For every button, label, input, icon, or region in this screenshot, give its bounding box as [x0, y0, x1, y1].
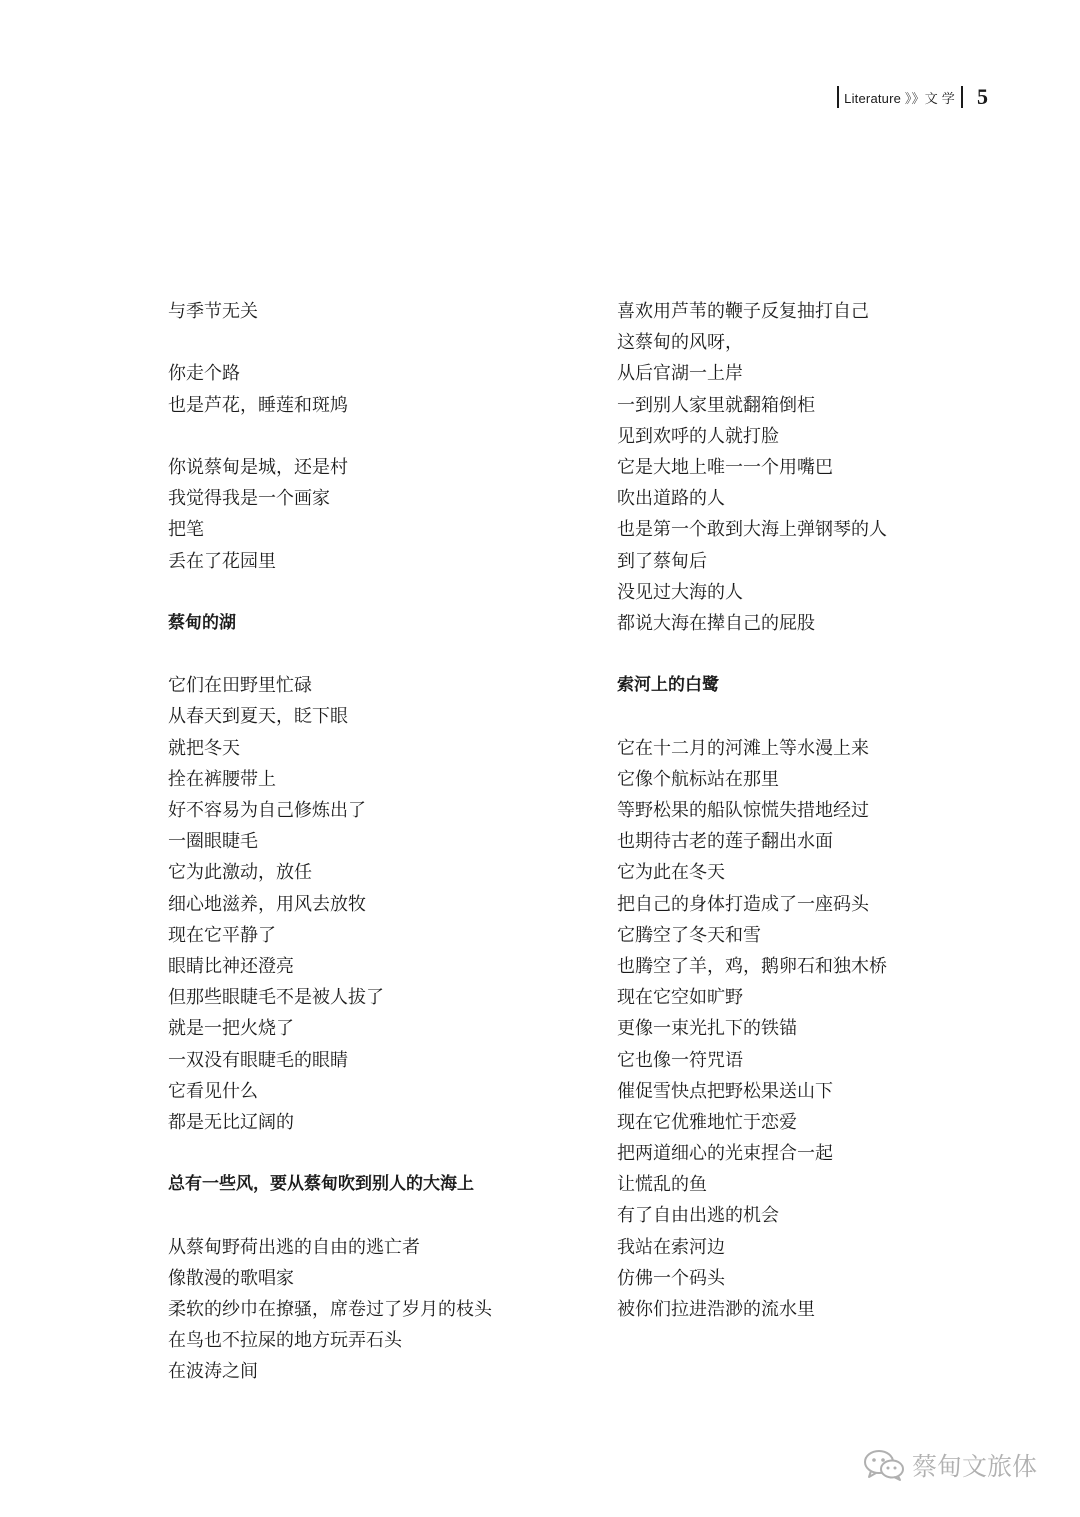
left-poem-line: 在鸟也不拉屎的地方玩弄石头 [168, 1330, 402, 1352]
left-poem-line: 都是无比辽阔的 [168, 1111, 294, 1133]
right-text-column [617, 296, 1037, 1325]
watermark-text: 蔡甸文旅体 [912, 1452, 1038, 1481]
right-poem-line: 现在它空如旷野 [617, 987, 743, 1009]
left-poem-line: 它为此激动，放任 [168, 862, 312, 884]
left-stanza-break [168, 327, 588, 358]
right-poem-line: 喜欢用芦苇的鞭子反复抽打自己 [617, 301, 869, 322]
right-stanza-break [617, 701, 1037, 732]
right-poem-line: 更像一束光扎下的铁锚 [617, 1018, 797, 1040]
right-poem-line: 一到别人家里就翻箱倒柜 [617, 394, 815, 416]
left-poem-line: 柔软的纱巾在撩骚，席卷过了岁月的枝头 [168, 1299, 492, 1320]
left-poem-line: 细心地滋养，用风去放牧 [168, 893, 366, 915]
right-poem-line: 它在十二月的河滩上等水漫上来 [617, 737, 869, 759]
left-stanza-break [168, 1138, 588, 1169]
left-poem-line: 眼睛比神还澄亮 [168, 955, 294, 977]
right-poem-line: 催促雪快点把野松果送山下 [617, 1080, 833, 1102]
left-text-column [168, 296, 588, 1388]
left-poem-line: 一圈眼睫毛 [168, 831, 258, 853]
left-poem-line: 好不容易为自己修炼出了 [168, 800, 366, 821]
left-poem-line: 与季节无关 [168, 301, 258, 322]
left-poem-line: 拴在裤腰带上 [168, 768, 276, 790]
right-poem-title: 索河上的白鹭 [617, 675, 719, 696]
left-poem-line: 你走个路 [168, 363, 240, 385]
left-poem-line: 从蔡甸野荷出逃的自由的逃亡者 [168, 1236, 420, 1258]
right-poem-line: 被你们拉进浩渺的流水里 [617, 1299, 815, 1320]
right-poem-line: 仿佛一个码头 [617, 1267, 725, 1289]
right-poem-line: 现在它优雅地忙于恋爱 [617, 1111, 797, 1133]
right-poem-line: 它腾空了冬天和雪 [617, 924, 761, 946]
right-stanza-break [617, 639, 1037, 670]
left-poem-line: 一双没有眼睫毛的眼睛 [168, 1049, 348, 1071]
left-stanza-break [168, 1200, 588, 1231]
left-poem-line: 你说蔡甸是城，还是村 [168, 456, 348, 478]
left-poem-line: 我觉得我是一个画家 [168, 488, 330, 510]
right-poem-line: 它为此在冬天 [617, 862, 725, 884]
left-poem-line: 现在它平静了 [168, 924, 276, 946]
right-poem-line: 有了自由出逃的机会 [617, 1205, 779, 1227]
running-header [837, 84, 988, 110]
page-number: 5 [977, 84, 988, 109]
right-poem-line: 让慌乱的鱼 [617, 1174, 707, 1196]
right-poem-line: 也是第一个敢到大海上弹钢琴的人 [617, 519, 887, 541]
right-poem-line: 见到欢呼的人就打脸 [617, 425, 779, 447]
right-poem-line: 把两道细心的光束捏合一起 [617, 1143, 833, 1165]
left-poem-line: 也是芦花，睡莲和斑鸠 [168, 394, 348, 416]
left-poem-line: 它看见什么 [168, 1080, 258, 1102]
right-poem-line: 吹出道路的人 [617, 488, 725, 510]
left-poem-title: 总有一些风，要从蔡甸吹到别人的大海上 [168, 1174, 474, 1195]
left-poem-line: 它们在田野里忙碌 [168, 675, 312, 697]
left-poem-line: 但那些眼睫毛不是被人拔了 [168, 987, 384, 1009]
right-poem-line: 从后官湖一上岸 [617, 363, 743, 385]
right-poem-line: 它也像一符咒语 [617, 1049, 743, 1071]
left-stanza-break [168, 421, 588, 452]
right-poem-line: 它是大地上唯一一个用嘴巴 [617, 456, 833, 478]
header-divider-bar [961, 86, 963, 108]
left-poem-line: 丢在了花园里 [168, 550, 276, 572]
left-poem-title: 蔡甸的湖 [168, 612, 236, 633]
left-stanza-break [168, 639, 588, 670]
left-poem-line: 像散漫的歌唱家 [168, 1267, 294, 1289]
right-poem-line: 也腾空了羊，鸡，鹅卵石和独木桥 [617, 955, 887, 977]
right-poem-line: 到了蔡甸后 [617, 550, 707, 572]
right-poem-line: 也期待古老的莲子翻出水面 [617, 831, 833, 853]
left-poem-line: 在波涛之间 [168, 1361, 258, 1383]
watermark [862, 1447, 1037, 1483]
right-poem-line: 都说大海在撵自己的屁股 [617, 612, 815, 634]
right-poem-line: 等野松果的船队惊慌失措地经过 [617, 800, 869, 821]
wechat-icon [862, 1448, 906, 1482]
header-left-bar [837, 86, 839, 108]
right-poem-line: 这蔡甸的风呀， [617, 332, 743, 354]
right-poem-line: 它像个航标站在那里 [617, 768, 779, 790]
left-poem-line: 就是一把火烧了 [168, 1018, 294, 1040]
left-stanza-break [168, 577, 588, 608]
right-poem-line: 我站在索河边 [617, 1236, 725, 1258]
section-label: Literature 》》文 学 [844, 90, 955, 106]
left-poem-line: 就把冬天 [168, 737, 240, 759]
left-poem-line: 把笔 [168, 519, 204, 541]
right-poem-line: 把自己的身体打造成了一座码头 [617, 893, 869, 915]
left-poem-line: 从春天到夏天，眨下眼 [168, 706, 348, 728]
right-poem-line: 没见过大海的人 [617, 581, 743, 603]
